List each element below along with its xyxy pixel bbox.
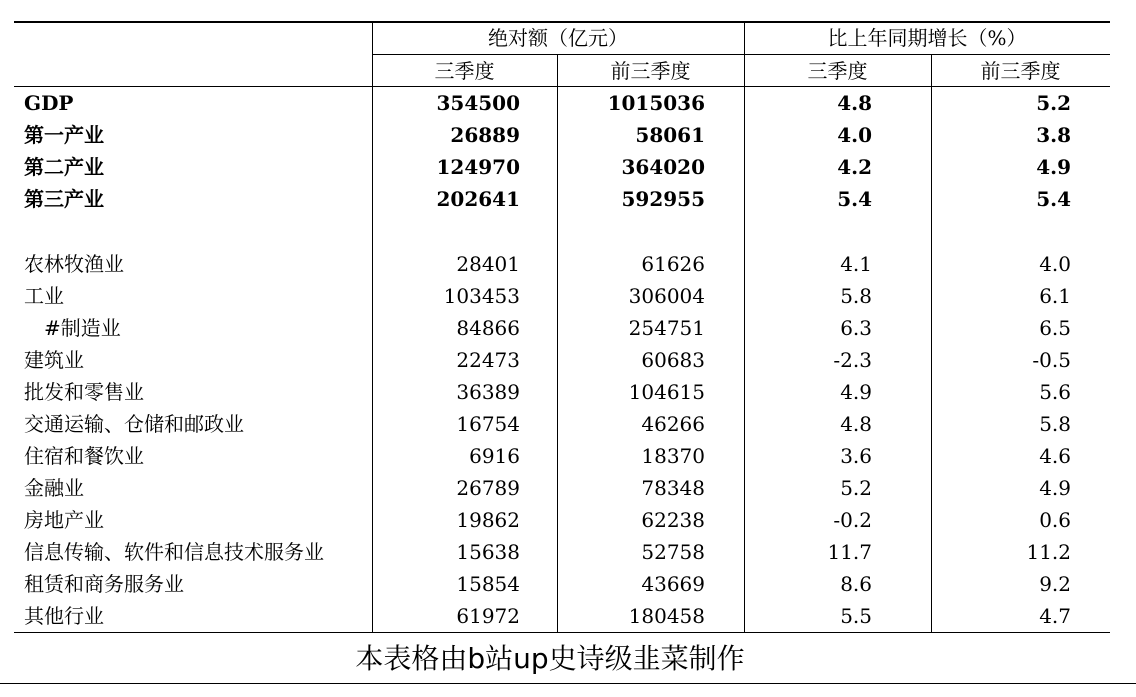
- cell-q3-abs: 124970: [436, 155, 520, 179]
- table-row: [0, 472, 1136, 504]
- table-row: [0, 312, 1136, 344]
- cell-ytd-growth: 4.7: [1039, 604, 1071, 628]
- cell-q3-growth: 3.6: [840, 444, 872, 468]
- cell-q3-growth: 4.0: [837, 123, 872, 147]
- row-label: GDP: [24, 91, 74, 115]
- header-sub-q3-growth: 三季度: [807, 59, 868, 83]
- cell-q3-growth: 4.8: [837, 91, 872, 115]
- cell-ytd-growth: 4.9: [1039, 476, 1071, 500]
- table-row: [0, 280, 1136, 312]
- cell-ytd-abs: 364020: [621, 155, 705, 179]
- cell-q3-abs: 16754: [456, 412, 520, 436]
- cell-q3-abs: 84866: [456, 316, 520, 340]
- table-bottom-rule: [14, 632, 1110, 633]
- cell-ytd-abs: 1015036: [607, 91, 705, 115]
- cell-ytd-growth: -0.5: [1032, 348, 1071, 372]
- table-row: [0, 408, 1136, 440]
- header-sub-q3-abs: 三季度: [434, 59, 495, 83]
- row-label: 房地产业: [24, 508, 104, 532]
- cell-q3-abs: 61972: [456, 604, 520, 628]
- row-label: 第三产业: [24, 187, 104, 211]
- cell-ytd-abs: 60683: [641, 348, 705, 372]
- cell-q3-growth: 11.7: [827, 540, 872, 564]
- cell-ytd-growth: 9.2: [1039, 572, 1071, 596]
- table-row-gdp: [0, 87, 1136, 119]
- cell-q3-growth: 8.6: [840, 572, 872, 596]
- cell-ytd-abs: 18370: [641, 444, 705, 468]
- table-row: [0, 504, 1136, 536]
- cell-ytd-growth: 4.9: [1036, 155, 1071, 179]
- cell-q3-growth: 5.2: [840, 476, 872, 500]
- table-row: [0, 568, 1136, 600]
- cell-q3-abs: 103453: [443, 284, 520, 308]
- cell-q3-abs: 22473: [456, 348, 520, 372]
- cell-q3-growth: 4.2: [837, 155, 872, 179]
- cell-q3-abs: 28401: [456, 252, 520, 276]
- cell-ytd-growth: 4.0: [1039, 252, 1071, 276]
- cell-q3-growth: 4.8: [840, 412, 872, 436]
- caption-bottom-rule: [0, 683, 1136, 684]
- header-group-absolute: 绝对额（亿元）: [488, 26, 628, 50]
- cell-q3-abs: 15638: [456, 540, 520, 564]
- row-label: 住宿和餐饮业: [24, 444, 144, 468]
- cell-ytd-growth: 5.8: [1039, 412, 1071, 436]
- cell-ytd-abs: 61626: [641, 252, 705, 276]
- row-label: 建筑业: [24, 348, 84, 372]
- row-label: 第二产业: [24, 155, 104, 179]
- row-label: 第一产业: [24, 123, 104, 147]
- cell-q3-abs: 19862: [456, 508, 520, 532]
- cell-q3-growth: 5.8: [840, 284, 872, 308]
- header-sub-ytd-growth: 前三季度: [980, 59, 1061, 83]
- cell-ytd-abs: 43669: [641, 572, 705, 596]
- cell-ytd-abs: 104615: [628, 380, 705, 404]
- table-caption: 本表格由b站up史诗级韭菜制作: [355, 642, 745, 675]
- row-label: 信息传输、软件和信息技术服务业: [24, 540, 324, 564]
- cell-ytd-growth: 0.6: [1039, 508, 1071, 532]
- cell-q3-growth: 5.4: [837, 187, 872, 211]
- cell-ytd-growth: 5.6: [1039, 380, 1071, 404]
- cell-q3-growth: -0.2: [833, 508, 872, 532]
- table-row-secondary: [0, 151, 1136, 183]
- header-sub-ytd-abs: 前三季度: [610, 59, 691, 83]
- cell-q3-abs: 26889: [450, 123, 520, 147]
- table-row: [0, 600, 1136, 632]
- row-label: #制造业: [44, 316, 121, 340]
- cell-ytd-abs: 46266: [641, 412, 705, 436]
- table-row-primary: [0, 119, 1136, 151]
- table-row: [0, 376, 1136, 408]
- cell-q3-growth: -2.3: [833, 348, 872, 372]
- cell-ytd-growth: 5.2: [1036, 91, 1071, 115]
- cell-q3-growth: 5.5: [840, 604, 872, 628]
- cell-ytd-growth: 6.5: [1039, 316, 1071, 340]
- cell-ytd-abs: 254751: [628, 316, 705, 340]
- cell-q3-growth: 6.3: [840, 316, 872, 340]
- cell-ytd-growth: 6.1: [1039, 284, 1071, 308]
- cell-ytd-abs: 58061: [635, 123, 705, 147]
- cell-q3-abs: 354500: [436, 91, 520, 115]
- cell-ytd-abs: 62238: [641, 508, 705, 532]
- cell-q3-abs: 6916: [469, 444, 520, 468]
- table-row: [0, 344, 1136, 376]
- cell-q3-abs: 36389: [456, 380, 520, 404]
- cell-q3-abs: 15854: [456, 572, 520, 596]
- row-label: 交通运输、仓储和邮政业: [24, 412, 244, 436]
- cell-ytd-growth: 5.4: [1036, 187, 1071, 211]
- cell-ytd-abs: 592955: [621, 187, 705, 211]
- row-label: 金融业: [24, 476, 84, 500]
- cell-ytd-growth: 11.2: [1026, 540, 1071, 564]
- table-row: [0, 440, 1136, 472]
- table-row: [0, 536, 1136, 568]
- cell-ytd-abs: 52758: [641, 540, 705, 564]
- header-group-growth: 比上年同期增长（%）: [827, 26, 1027, 50]
- cell-q3-growth: 4.1: [840, 252, 872, 276]
- row-label: 租赁和商务服务业: [24, 572, 184, 596]
- cell-q3-growth: 4.9: [840, 380, 872, 404]
- cell-ytd-abs: 180458: [628, 604, 705, 628]
- row-label: 批发和零售业: [24, 380, 144, 404]
- cell-ytd-growth: 3.8: [1036, 123, 1071, 147]
- row-label: 农林牧渔业: [24, 252, 124, 276]
- row-label: 工业: [24, 284, 64, 308]
- cell-ytd-abs: 78348: [641, 476, 705, 500]
- table-row-tertiary: [0, 183, 1136, 215]
- cell-ytd-growth: 4.6: [1039, 444, 1071, 468]
- table-row: [0, 248, 1136, 280]
- cell-ytd-abs: 306004: [628, 284, 705, 308]
- cell-q3-abs: 202641: [436, 187, 520, 211]
- cell-q3-abs: 26789: [456, 476, 520, 500]
- row-label: 其他行业: [24, 604, 104, 628]
